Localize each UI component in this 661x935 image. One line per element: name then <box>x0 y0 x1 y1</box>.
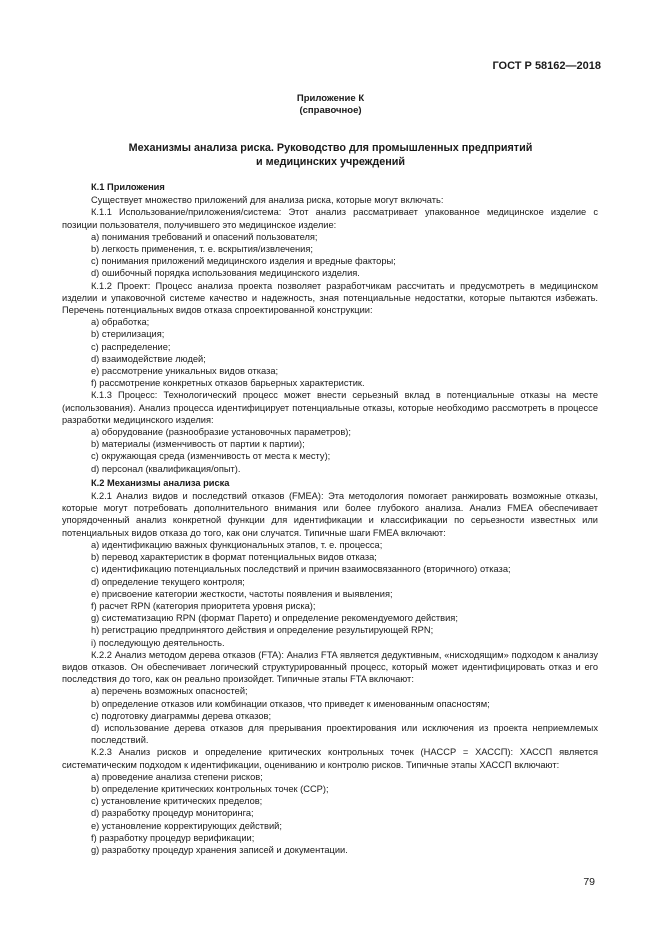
standard-number: ГОСТ Р 58162—2018 <box>492 60 601 72</box>
list-item: e) присвоение категории жесткости, частоты появления и выявления; <box>91 588 393 599</box>
list-item: d) взаимодействие людей; <box>91 353 206 364</box>
paragraph-k23: К.2.3 Анализ рисков и определение критических контрольных точек (HACCP = ХАССП): ХАССП является систематическим подходом к идентификации, оцениванию и контролю рисков. Типичные этапы ХАССП включают: <box>62 747 598 770</box>
list-item: d) ошибочный порядка использования медицинского изделия. <box>91 268 360 279</box>
list-item: c) окружающая среда (изменчивость от места к месту); <box>91 451 331 462</box>
section-heading-k1: К.1 Приложения <box>91 182 165 192</box>
section-heading-k2: К.2 Механизмы анализа риска <box>91 477 230 488</box>
paragraph-k22: К.2.2 Анализ методом дерева отказов (FTA): Анализ FTA является дедуктивным, «нисходящим» подходом к анализу видов отказов. Он обеспечивает логический структурированный процесс, который может идентифицировать отказ и его последствия до того, как он реально произойдет. Типичные этапы FTA включают: <box>62 649 598 685</box>
appendix-type: (справочное) <box>299 105 362 116</box>
list-item: c) понимания приложений медицинского изделия и вредные факторы; <box>91 256 396 267</box>
list-item: a) понимания требований и опасений пользователя; <box>91 231 318 242</box>
paragraph-k1-intro: Существует множество приложений для анализа риска, которые могут включать: <box>91 195 444 206</box>
list-item: d) определение текущего контроля; <box>91 576 245 587</box>
list-item: b) стерилизация; <box>91 329 165 340</box>
list-item: i) последующую деятельность. <box>91 637 225 648</box>
list-item: c) подготовку диаграммы дерева отказов; <box>91 710 272 721</box>
list-item: e) установление корректирующих действий; <box>91 820 282 831</box>
document-body <box>62 179 598 856</box>
list-item: b) материалы (изменчивость от партии к партии); <box>91 439 305 450</box>
list-item: f) разработку процедур верификации; <box>91 832 255 843</box>
paragraph-k21: К.2.1 Анализ видов и последствий отказов (FMEA): Эта методология помогает ранжировать возможные отказы, которые могут потребовать дополнительного внимания или более глубокого анализа. Анализ FMEA обеспечивает упорядоченный анализ конкретной функции для идентификации и классификации по серьезности известных или потенциальных видов отказа до того, как они случатся. Типичные шаги FMEA включают: <box>62 491 598 538</box>
list-item: d) персонал (квалификация/опыт). <box>91 463 241 474</box>
list-item: c) распределение; <box>91 341 171 352</box>
list-item: a) обработка; <box>91 317 150 328</box>
document-title-line-2: и медицинских учреждений <box>255 155 405 168</box>
list-item: b) определение отказов или комбинации отказов, что приведет к именованным опасностям; <box>91 698 490 709</box>
paragraph-k11: К.1.1 Использование/приложения/система: Этот анализ рассматривает упакованное медицинское изделие с позиции пользователя, получившего это медицинское изделие: <box>62 207 598 230</box>
list-item: c) идентификацию потенциальных последствий и причин взаимосвязанного (вторичного) отказа; <box>91 564 511 575</box>
list-item: g) систематизацию RPN (формат Парето) и определение рекомендуемого действия; <box>91 613 458 624</box>
page-number: 79 <box>583 876 595 888</box>
document-title <box>0 142 661 169</box>
list-item: a) перечень возможных опасностей; <box>91 686 248 697</box>
list-item: b) перевод характеристик в формат потенциальных видов отказа; <box>91 552 377 563</box>
list-item: g) разработку процедур хранения записей и документации. <box>91 844 348 855</box>
list-item: b) определение критических контрольных точек (ССР); <box>91 783 329 794</box>
list-item: d) использование дерева отказов для прерывания проектирования или исключения из проекта неприемлемых последствий. <box>91 722 598 746</box>
list-item: c) установление критических пределов; <box>91 796 263 807</box>
list-item: d) разработку процедур мониторинга; <box>91 808 254 819</box>
appendix-label <box>0 93 661 117</box>
paragraph-k13: К.1.3 Процесс: Технологический процесс может внести серьезный вклад в потенциальные отказы на месте (использования). Анализ процесса идентифицирует потенциальные отказы, которые необходимо рассмотреть в процессе разработки медицинского изделия: <box>62 390 598 425</box>
appendix-title: Приложение К <box>296 93 365 104</box>
list-item: f) расчет RPN (категория приоритета уровня риска); <box>91 600 316 611</box>
list-item: a) проведение анализа степени рисков; <box>91 771 263 782</box>
list-item: h) регистрацию предпринятого действия и определение результирующей RPN; <box>91 625 434 636</box>
paragraph-k12: К.1.2 Проект: Процесс анализа проекта позволяет разработчикам рассчитать и предусмотреть в медицинском изделии и упаковочной системе качество и надежность, зная потенциальные недостатки, которые пытаются избежать. Перечень потенциальных видов отказа спроектированной конструкции: <box>62 280 598 316</box>
list-item: a) оборудование (разнообразие установочных параметров); <box>91 427 351 438</box>
list-item: f) рассмотрение конкретных отказов барьерных характеристик. <box>91 378 365 389</box>
list-item: e) рассмотрение уникальных видов отказа; <box>91 366 279 377</box>
list-item: a) идентификацию важных функциональных этапов, т. е. процесса; <box>91 539 383 550</box>
document-title-line-1: Механизмы анализа риска. Руководство для промышленных предприятий <box>128 142 533 154</box>
list-item: b) легкость применения, т. е. вскрытия/извлечения; <box>91 244 313 255</box>
